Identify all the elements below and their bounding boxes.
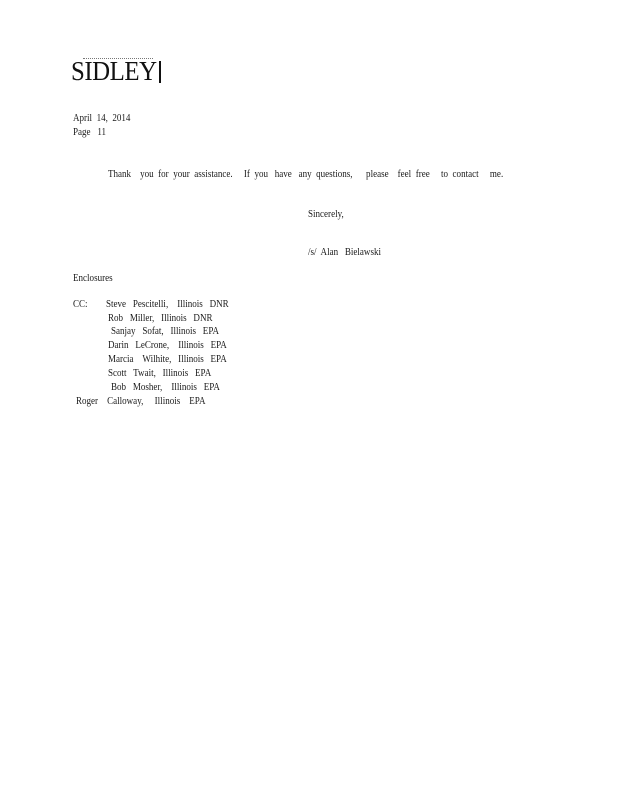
enclosures-label: Enclosures — [73, 273, 113, 284]
letter-date: April 14, 2014 — [73, 113, 131, 124]
logo-vertical-bar — [159, 61, 161, 83]
cc-recipient: Steve Pescitelli, Illinois DNR — [106, 299, 229, 310]
logo-text: SIDLEY — [71, 56, 157, 86]
signature: /s/ Alan Bielawski — [308, 247, 381, 258]
cc-recipient: Bob Mosher, Illinois EPA — [111, 382, 220, 393]
cc-recipient: Marcia Wilhite, Illinois EPA — [108, 354, 227, 365]
page-number: Page 11 — [73, 127, 107, 138]
cc-label: CC: — [73, 299, 88, 310]
body-paragraph: Thank you for your assistance. If you have any questions, please feel free to contact me. — [108, 169, 504, 180]
cc-recipient: Scott Twait, Illinois EPA — [108, 368, 212, 379]
cc-recipient: Rob Miller, Illinois DNR — [108, 313, 213, 324]
closing-salutation: Sincerely, — [308, 209, 344, 220]
cc-recipient: Sanjay Sofat, Illinois EPA — [111, 326, 220, 337]
cc-recipient: Roger Calloway, Illinois EPA — [76, 396, 206, 407]
sidley-logo — [71, 57, 164, 85]
cc-recipient: Darin LeCrone, Illinois EPA — [108, 340, 227, 351]
